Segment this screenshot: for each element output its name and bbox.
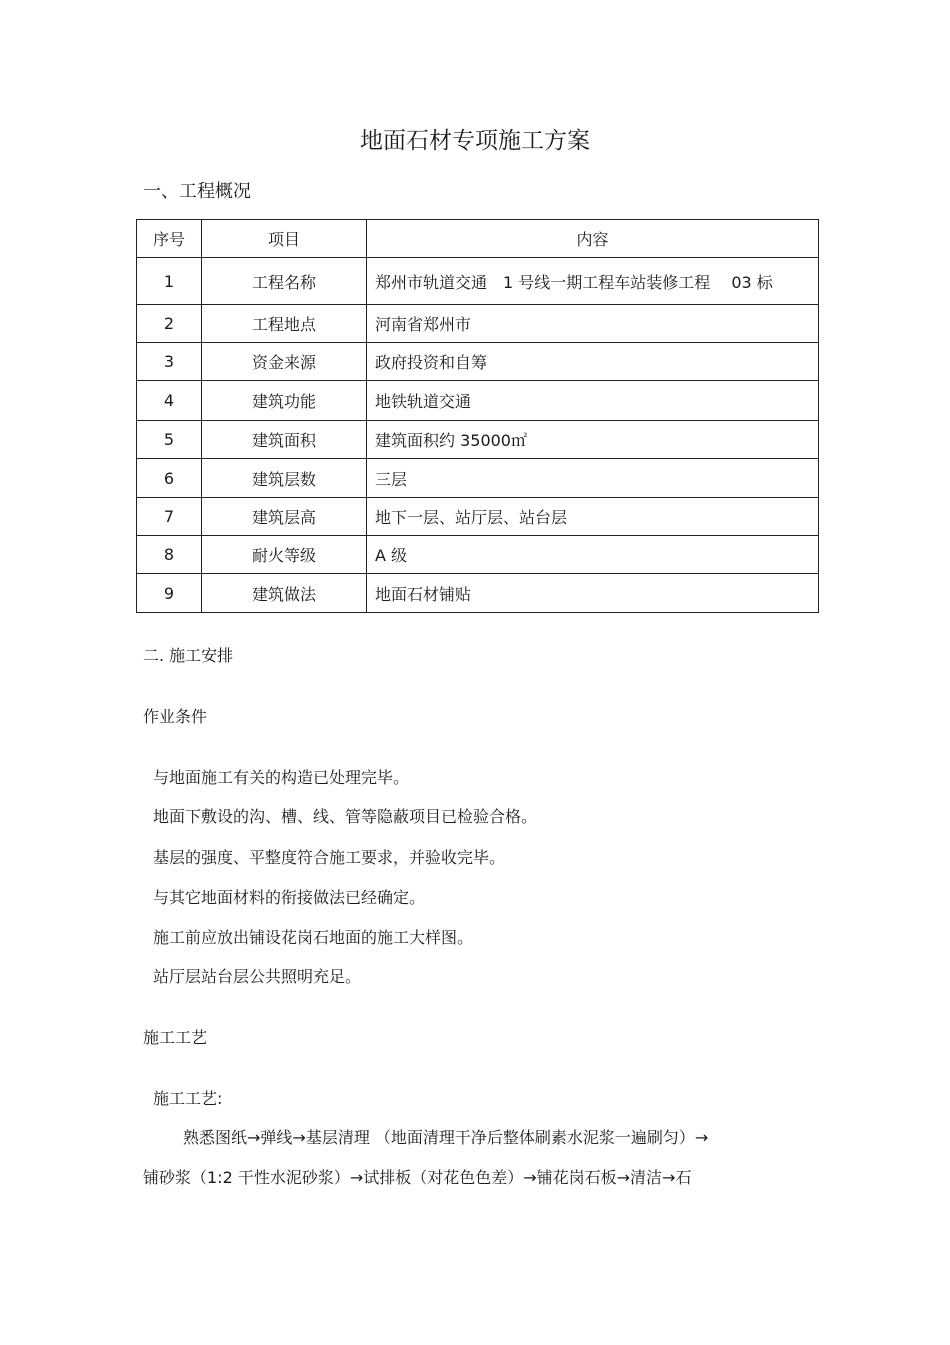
row-index: 2 <box>137 305 202 343</box>
row-index: 3 <box>137 343 202 381</box>
table-row <box>137 305 819 343</box>
row-index: 1 <box>137 258 202 305</box>
table-header-row <box>137 220 819 258</box>
craft-paragraph-line-2: 铺砂浆（1:2 干性水泥砂浆）→试排板（对花色色差）→铺花岗石板→清洁→石 <box>143 1168 692 1187</box>
row-content: 河南省郑州市 <box>367 305 819 343</box>
row-index: 7 <box>137 498 202 536</box>
row-content: 建筑面积约 35000㎡ <box>367 421 819 459</box>
row-index: 6 <box>137 459 202 498</box>
table-row <box>137 536 819 574</box>
list-item: 与地面施工有关的构造已处理完毕。 <box>153 768 410 787</box>
section-heading-arrangement: 二. 施工安排 <box>143 646 234 665</box>
craft-heading: 施工工艺 <box>143 1028 208 1047</box>
row-index: 4 <box>137 381 202 421</box>
row-item: 建筑层高 <box>202 498 367 536</box>
row-item: 工程地点 <box>202 305 367 343</box>
table-row <box>137 343 819 381</box>
list-item: 站厅层站台层公共照明充足。 <box>153 967 362 986</box>
row-content: 三层 <box>367 459 819 498</box>
header-index: 序号 <box>137 220 202 258</box>
row-index: 8 <box>137 536 202 574</box>
section-heading-overview: 一、工程概况 <box>143 181 251 202</box>
row-content: 郑州市轨道交通 1 号线一期工程车站装修工程 03 标 <box>367 258 819 305</box>
list-item: 施工前应放出铺设花岗石地面的施工大样图。 <box>153 928 474 947</box>
row-content: A 级 <box>367 536 819 574</box>
project-info-table <box>136 219 819 613</box>
table-row <box>137 381 819 421</box>
row-item: 建筑面积 <box>202 421 367 459</box>
row-item: 建筑做法 <box>202 574 367 613</box>
header-item: 项目 <box>202 220 367 258</box>
row-item: 建筑层数 <box>202 459 367 498</box>
row-index: 9 <box>137 574 202 613</box>
row-item: 建筑功能 <box>202 381 367 421</box>
row-item: 耐火等级 <box>202 536 367 574</box>
work-conditions-heading: 作业条件 <box>143 707 208 726</box>
list-item: 基层的强度、平整度符合施工要求，并验收完毕。 <box>153 848 506 867</box>
craft-label: 施工工艺: <box>153 1089 223 1108</box>
row-index: 5 <box>137 421 202 459</box>
header-content: 内容 <box>367 220 819 258</box>
row-content: 地铁轨道交通 <box>367 381 819 421</box>
craft-paragraph-line-1: 熟悉图纸→弹线→基层清理 （地面清理干净后整体刷素水泥浆一遍刷匀）→ <box>183 1128 709 1147</box>
document-title: 地面石材专项施工方案 <box>360 128 590 154</box>
row-item: 工程名称 <box>202 258 367 305</box>
row-content: 地下一层、站厅层、站台层 <box>367 498 819 536</box>
table-row <box>137 574 819 613</box>
row-content: 地面石材铺贴 <box>367 574 819 613</box>
table-row <box>137 498 819 536</box>
list-item: 与其它地面材料的衔接做法已经确定。 <box>153 888 426 907</box>
table-row <box>137 421 819 459</box>
row-content: 政府投资和自筹 <box>367 343 819 381</box>
list-item: 地面下敷设的沟、槽、线、管等隐蔽项目已检验合格。 <box>153 807 538 826</box>
table-row <box>137 258 819 305</box>
row-item: 资金来源 <box>202 343 367 381</box>
table-row <box>137 459 819 498</box>
